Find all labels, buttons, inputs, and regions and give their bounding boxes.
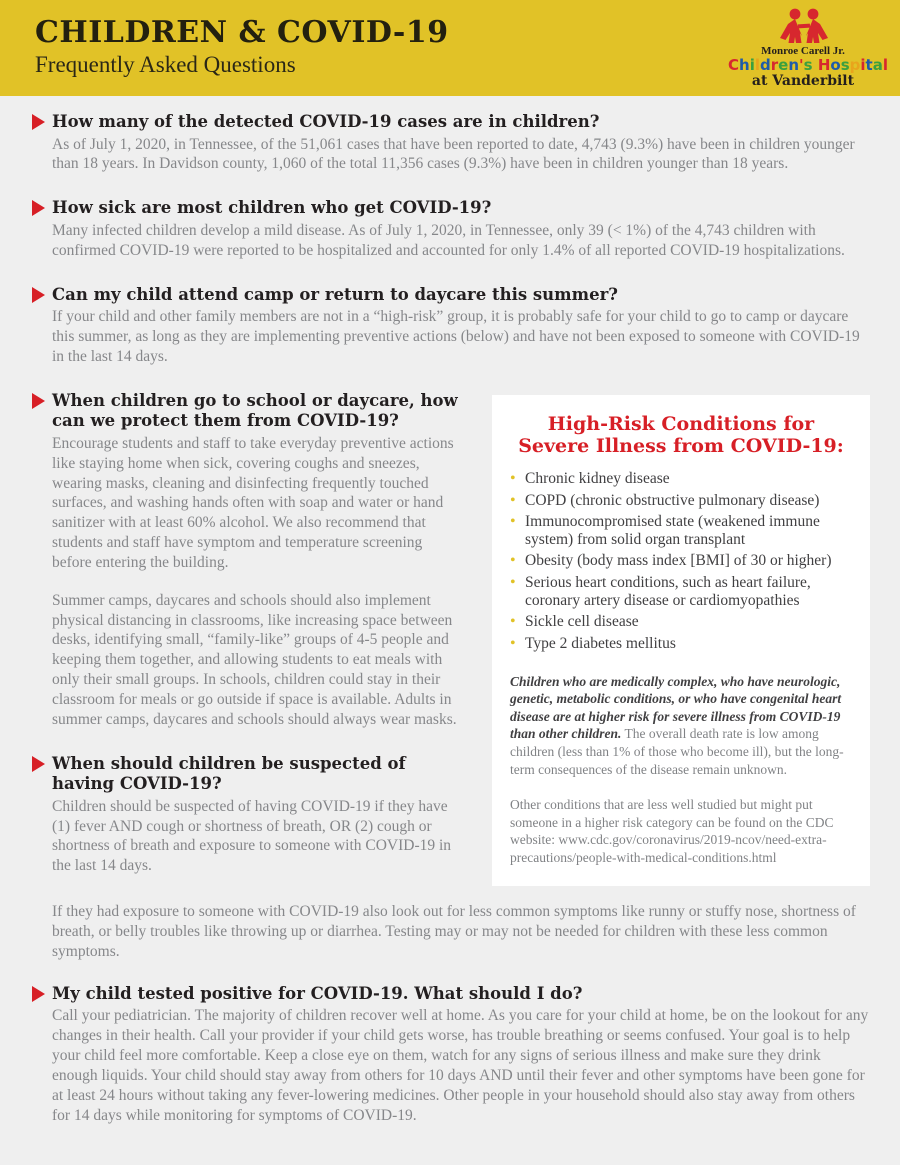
faq-section-tested-positive — [32, 984, 870, 1126]
answer-paragraph: Many infected children develop a mild disease. As of July 1, 2020, in Tennessee, only 39 (< 1%) of the 4,743 children with confirmed COVID-19 were reported to be hospitalized and accounted for only 1.4% of all reported COVID-19 hospitalizations. — [52, 221, 845, 259]
faq-section-camp-daycare — [32, 285, 870, 367]
risk-note-bold: Children who are medically complex, who have neurologic, genetic, metabolic conditions, or who have congenital heart disease are at higher risk for severe illness from COVID-19 than other children. — [510, 673, 842, 742]
question-row — [32, 391, 460, 432]
logo-at-vanderbilt: at Vanderbilt — [751, 72, 855, 89]
question-text: When children go to school or daycare, how can we protect them from COVID-19? — [52, 390, 458, 431]
risk-conditions-list — [508, 470, 854, 653]
question-row — [32, 285, 870, 306]
faq-section-how-sick — [32, 198, 870, 260]
answer-paragraph: Call your pediatrician. The majority of children recover well at home. As you care for your child at home, be on the lookout for any changes in their health. Call your provider if your child gets worse, has trouble breathing or seems confused. Your goal is to help your child feel more comfortable. Keep a close eye on them, watch for any signs of serious illness and make sure they drink enough liquids. Your child should stay away from others for 10 days AND until their fever and other symptoms have been gone for at least 24 hours without taking any fever-lowering medicines. Other people in your household should also stay away from others for 14 days while monitoring for symptoms of COVID-19. — [52, 1007, 869, 1124]
answer-text — [52, 221, 870, 261]
question-row — [32, 112, 870, 133]
answer-paragraph: As of July 1, 2020, in Tennessee, of the 51,061 cases that have been reported to date, 4,743 (9.3%) have been in children younger than 18 years. In Davidson county, 1,060 of the total 11,356 cases (9.3%) have been in children younger than 18 years. — [52, 135, 855, 173]
page-subtitle: Frequently Asked Questions — [35, 52, 296, 77]
red-triangle-bullet-icon — [32, 200, 45, 216]
high-risk-conditions-box — [492, 395, 870, 887]
question-text: When should children be suspected of having COVID-19? — [52, 753, 406, 794]
answer-text — [52, 135, 870, 175]
logo-monroe-carell: Monroe Carell Jr. — [761, 45, 845, 57]
answer-text — [52, 307, 870, 366]
risk-box-cdc-note: Other conditions that are less well studied but might put someone in a higher risk category can be found on the CDC website: www.cdc.gov/coronavirus/2019-ncov/need-extra-precautions/people-with-medical-conditions.html — [510, 797, 834, 865]
answer-paragraph: Summer camps, daycares and schools should also implement physical distancing in classrooms, like increasing space between desks, identifying small, “family-like” groups of 4-5 people and keeping them together, and allowing students to eat meals with only their small groups. In schools, children could stay in their classroom for meals or go outside if space is available. Adults in summer camps, daycares and schools should always wear masks. — [52, 591, 457, 728]
answer-paragraph: Children should be suspected of having COVID-19 if they have (1) fever AND cough or shortness of breath, OR (2) cough or shortness of breath and exposure to someone with COVID-19 in the last 14 days. — [52, 797, 452, 875]
answer-text — [52, 434, 460, 730]
risk-box-title: High-Risk Conditions for Severe Illness from COVID-19: — [518, 412, 844, 458]
question-text: Can my child attend camp or return to daycare this summer? — [52, 284, 618, 304]
risk-condition-item: • Type 2 diabetes mellitus — [508, 635, 854, 653]
red-triangle-bullet-icon — [32, 986, 45, 1002]
risk-condition-item: • COPD (chronic obstructive pulmonary disease) — [508, 492, 854, 510]
children-figures-icon — [771, 8, 835, 44]
answer-text — [52, 1006, 870, 1125]
header-titles — [35, 16, 449, 79]
risk-condition-item: • Serious heart conditions, such as heart failure, coronary artery disease or cardiomyopathies — [508, 574, 854, 611]
page-title: CHILDREN & COVID-19 — [35, 15, 449, 50]
question-row — [32, 198, 870, 219]
logo-childrens-hospital: Children's Hospital — [728, 56, 888, 74]
risk-condition-item: • Immunocompromised state (weakened immune system) from solid organ transplant — [508, 513, 854, 550]
question-text: My child tested positive for COVID-19. What should I do? — [52, 983, 583, 1003]
risk-note-rest: The overall death rate is low among children (less than 1% of those who become ill), but the long-term consequences of the disease remain unknown. — [510, 726, 844, 777]
hospital-logo — [728, 8, 888, 89]
risk-condition-item: • Chronic kidney disease — [508, 470, 854, 488]
question-row — [32, 984, 870, 1005]
answer-paragraph: If your child and other family members are not in a “high-risk” group, it is probably safe for your child to go to camp or daycare this summer, as long as they are implementing preventive actions (below) and have not been exposed to someone with COVID-19 in the last 14 days. — [52, 308, 860, 365]
red-triangle-bullet-icon — [32, 114, 45, 130]
question-text: How many of the detected COVID-19 cases are in children? — [52, 112, 600, 131]
risk-box-note — [510, 673, 852, 778]
answer-paragraph: Encourage students and staff to take everyday preventive actions like staying home when sick, covering coughs and sneezes, wearing masks, cleaning and disinfecting frequently touched surfaces, and washing hands often with soap and water or hand sanitizer with at least 60% alcohol. We also recommend that students and staff have symptom and temperature screening before entering the building. — [52, 434, 454, 571]
left-column — [32, 391, 460, 876]
faq-section-school-protection — [32, 391, 460, 730]
two-column-row — [32, 391, 870, 887]
red-triangle-bullet-icon — [32, 393, 45, 409]
exposure-followup-paragraph: If they had exposure to someone with COVID-19 also look out for less common symptoms like runny or stuffy nose, shortness of breath, or belly troubles like throwing up or diarrhea. Testing may or may not be needed for children with these less common symptoms. — [52, 903, 856, 960]
red-triangle-bullet-icon — [32, 756, 45, 772]
faq-section-suspected-covid — [32, 754, 460, 877]
faq-content — [0, 96, 900, 1125]
answer-text — [52, 797, 460, 876]
faq-section-cases-in-children — [32, 112, 870, 174]
red-triangle-bullet-icon — [32, 287, 45, 303]
question-text: How sick are most children who get COVID-19? — [52, 198, 492, 218]
header-banner — [0, 0, 900, 96]
question-row — [32, 754, 460, 795]
risk-condition-item: • Sickle cell disease — [508, 613, 854, 631]
risk-condition-item: • Obesity (body mass index [BMI] of 30 or higher) — [508, 552, 854, 570]
